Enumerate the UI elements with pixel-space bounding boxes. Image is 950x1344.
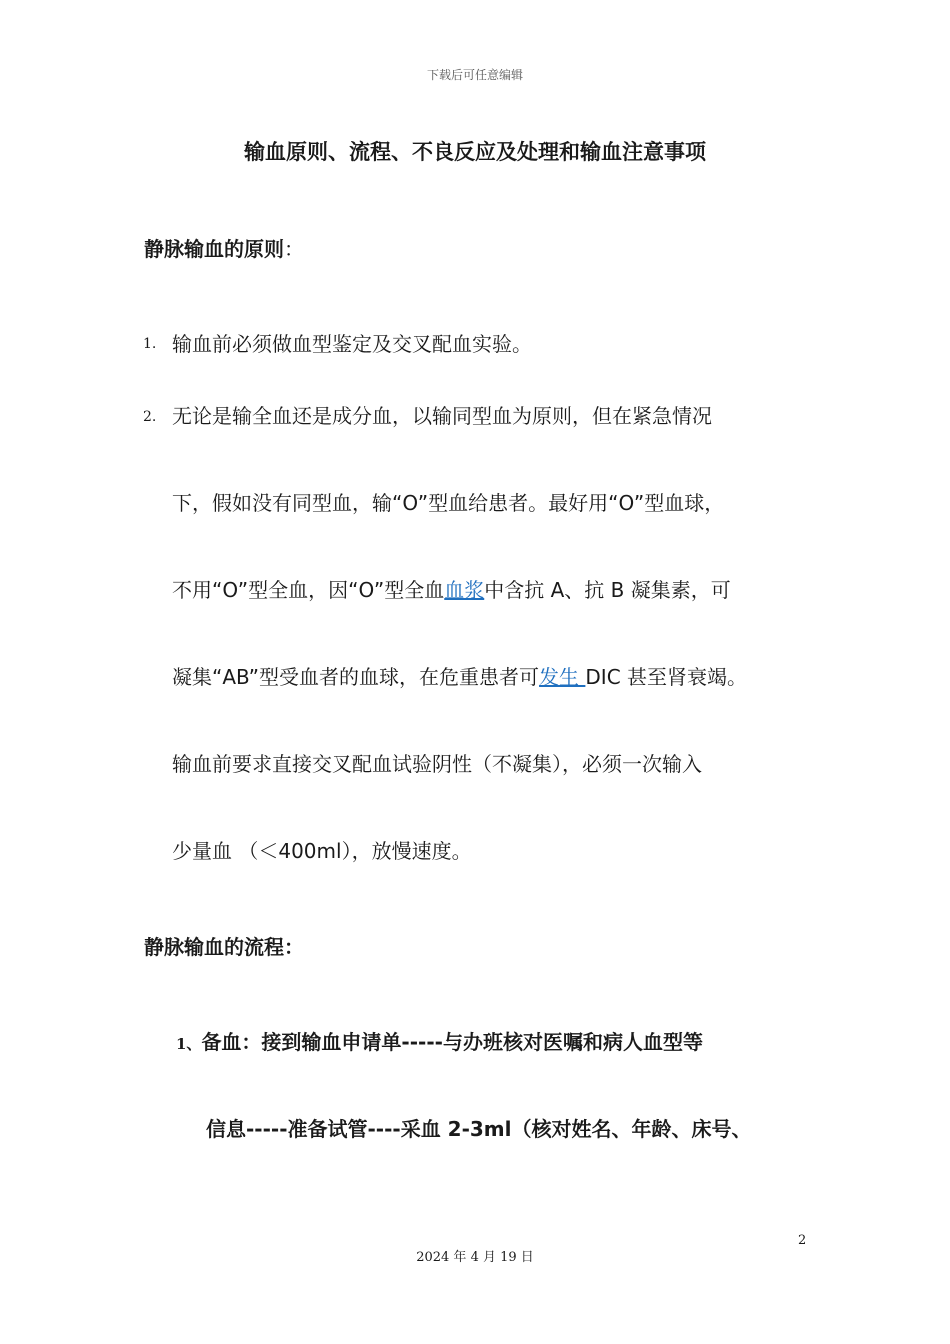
page-footer-date: 2024 年 4 月 19 日 <box>416 1250 534 1265</box>
page-header: 下载后可任意编辑 <box>426 68 523 82</box>
section-heading-principles <box>144 233 304 262</box>
item-2-line-4-text-b: DIC 甚至肾衰竭。 <box>585 665 748 689</box>
flow-step-1-line-1 <box>176 1026 703 1055</box>
list-number-1: 1. <box>143 336 157 352</box>
section-heading-colon: ： <box>284 237 304 261</box>
item-1-line-1: 输血前必须做血型鉴定及交叉配血实验。 <box>172 332 532 356</box>
item-2-line-3-text-a: 不用“O”型全血，因“O”型全血 <box>172 578 445 602</box>
item-2-line-3-text-b: 中含抗 A、抗 B 凝集素，可 <box>484 578 731 602</box>
plasma-link[interactable]: 血浆 <box>444 578 485 602</box>
item-2-line-4-text-a: 凝集“AB”型受血者的血球，在危重患者可 <box>172 665 540 689</box>
section-heading-process: 静脉输血的流程： <box>144 935 304 959</box>
page-number: 2 <box>798 1233 807 1248</box>
list-number-2: 2. <box>143 409 157 425</box>
occur-link[interactable]: 发生 <box>539 665 586 689</box>
item-2-line-4 <box>172 661 747 690</box>
flow-step-1-text: 备血：接到输血申请单-----与办班核对医嘱和病人血型等 <box>201 1030 703 1054</box>
item-2-line-5: 输血前要求直接交叉配血试验阴性（不凝集），必须一次输入 <box>172 752 702 776</box>
flow-step-number: 1、 <box>176 1035 202 1053</box>
item-2-line-2: 下，假如没有同型血，输“O”型血给患者。最好用“O”型血球， <box>172 491 725 515</box>
item-2-line-3 <box>172 574 731 603</box>
item-2-line-1: 无论是输全血还是成分血，以输同型血为原则，但在紧急情况 <box>172 404 712 428</box>
item-2-line-6: 少量血 （＜400ml），放慢速度。 <box>172 839 472 863</box>
flow-step-1-line-2: 信息-----准备试管----采血 2-3ml（核对姓名、年龄、床号、 <box>206 1117 752 1141</box>
document-title: 输血原则、流程、不良反应及处理和输血注意事项 <box>244 140 706 164</box>
section-heading-text: 静脉输血的原则 <box>144 237 284 261</box>
